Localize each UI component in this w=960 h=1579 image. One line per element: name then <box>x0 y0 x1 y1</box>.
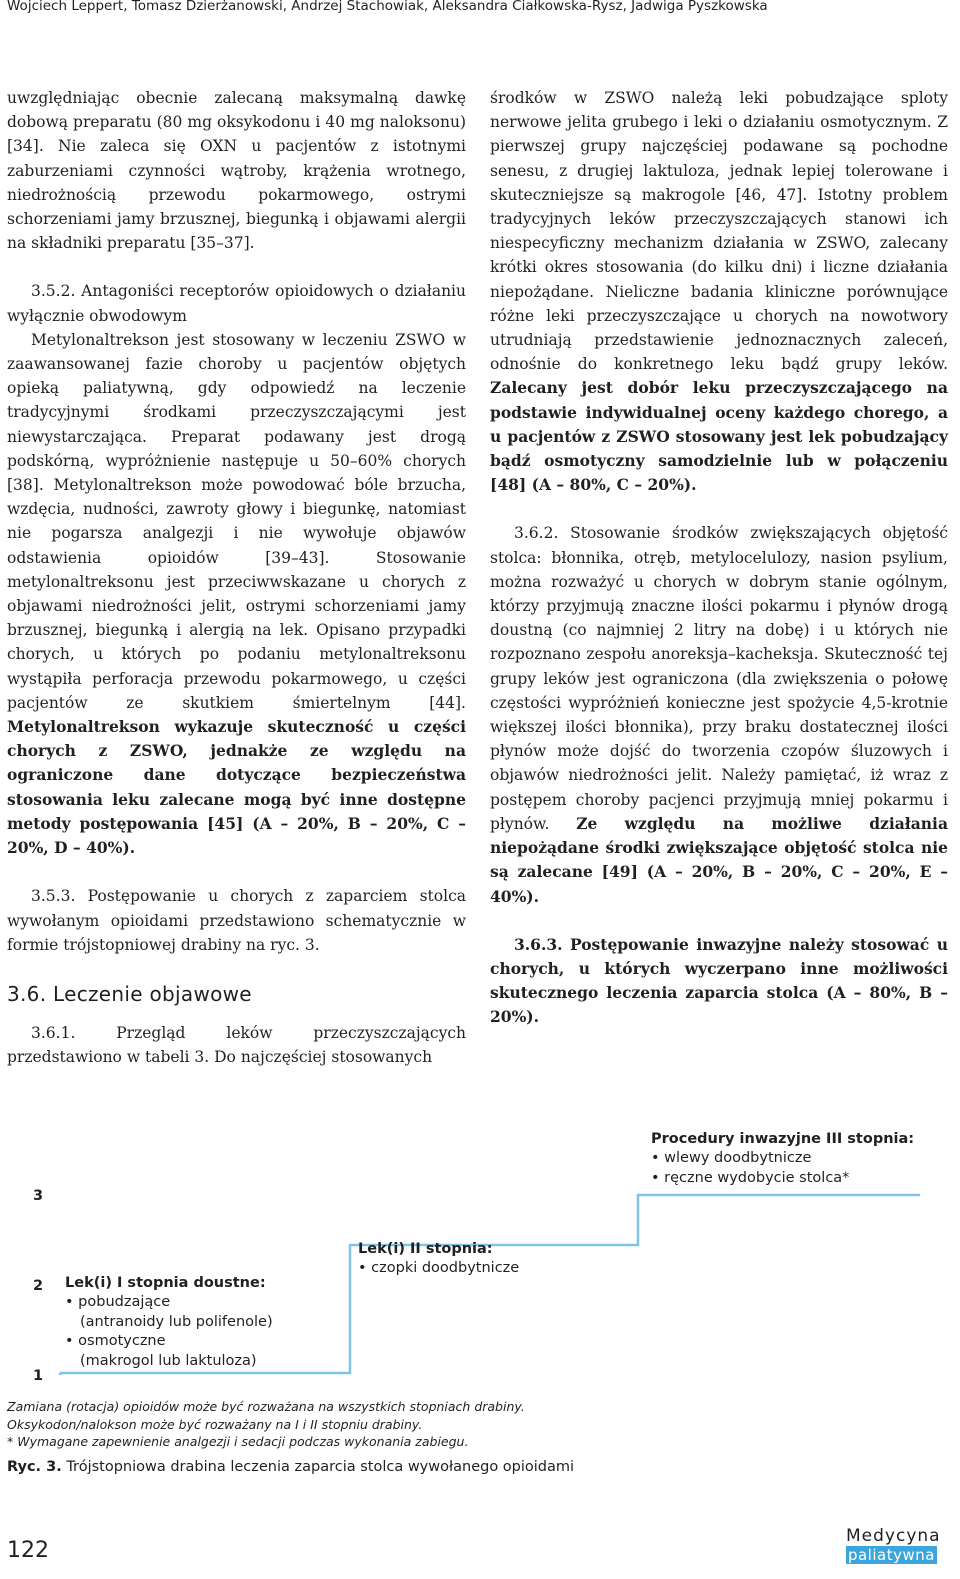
step2-title: Lek(i) II stopnia: <box>358 1241 493 1257</box>
journal-logo <box>846 1527 950 1564</box>
recommendation-bold: Metylonaltrekson wykazuje skuteczność u części chorych z ZSWO, jednakże ze względu na ograniczone dane dotyczące bezpieczeństwa stosowania leku zalecane mogą być inne dostępne metody postępowania [45] (A – 20%, B – 20%, C – 20%, D – 40%). <box>7 717 466 858</box>
paragraph: uwzględniając obecnie zalecaną maksymalną dawkę dobową preparatu (80 mg oksykodonu i 40 mg naloksonu) [34]. Nie zaleca się OXN u pacjentów z istotnymi zaburzeniami czynności wątroby, krążenia wrotnego, niedrożnością przewodu pokarmowego, ostrymi schorzeniami jamy brzusznej, biegunką i objawami alergii na składniki preparatu [35–37]. <box>7 89 466 253</box>
step1-item: (antranoidy lub polifenole) <box>80 1313 273 1330</box>
figure-note: Oksykodon/nalokson może być rozważany na I i II stopniu drabiny. <box>7 1416 423 1432</box>
step1-item: • pobudzające <box>65 1294 171 1311</box>
figure-notes <box>7 1398 947 1451</box>
recommendation-bold: 3.6.3. Postępowanie inwazyjne należy stosować u chorych, u których wyczerpano inne możliwości skutecznego leczenia zaparcia stolca (A – 80%, B – 20%). <box>490 934 948 1027</box>
level-label: 2 <box>33 1278 44 1294</box>
paragraph <box>490 933 948 1030</box>
figure-note: * Wymagane zapewnienie analgezji i sedacji podczas wykonania zabiegu. <box>7 1434 469 1449</box>
step1-title: Lek(i) I stopnia doustne: <box>65 1275 266 1291</box>
step1-item: • osmotyczne <box>65 1333 166 1350</box>
figure-caption <box>7 1459 574 1475</box>
paragraph-text: 3.6.2. Stosowanie środków zwiększających objętość stolca: błonnika, otręb, metylocelulozy, nasion psylium, można rozważyć u chorych w dobrym stanie ogólnym, którzy przyjmują znaczne ilości pokarmu i płynów drogą doustną (co najmniej 2 litry na dobę) i u których nie rozpoznano zespołu anoreksja–kacheksja. Skuteczność tej grupy leków jest ograniczona (dla zwiększenia o połowę częstości wypróżnień konieczne jest spożycie 4,5-krotnie większej ilości błonnika), przy braku dostatecznej ilości płynów może dojść do tworzenia czopów śluzowych i objawów niedrożności jelit. Należy pamiętać, iż wraz z postępem choroby pacjenci przyjmują mniej pokarmu i płynów. <box>490 524 948 833</box>
paragraph <box>490 521 948 908</box>
page-number: 122 <box>7 1538 49 1563</box>
step3-title: Procedury inwazyjne III stopnia: <box>651 1131 915 1147</box>
level-label: 3 <box>33 1188 44 1204</box>
subsection-heading: 3.5.2. Antagoniści receptorów opioidowych o działaniu wyłącznie obwodowym <box>7 282 466 325</box>
step3-box <box>651 1130 914 1188</box>
step2-box <box>358 1240 519 1279</box>
paragraph: 3.6.1. Przegląd leków przeczyszczających przedstawiono w tabeli 3. Do najczęściej stosowanych <box>7 1023 466 1067</box>
level-label: 1 <box>33 1368 44 1384</box>
figure-note: Zamiana (rotacja) opioidów może być rozważana na wszystkich stopniach drabiny. <box>7 1399 525 1414</box>
step2-item: • czopki doodbytnicze <box>358 1260 520 1277</box>
running-header: Wojciech Leppert, Tomasz Dzierżanowski, Andrzej Stachowiak, Aleksandra Ciałkowska-Rysz, Jadwiga Pyszkowska <box>7 0 768 14</box>
recommendation-bold: Zalecany jest dobór leku przeczyszczającego na podstawie indywidualnej oceny każdego chorego, a u pacjentów z ZSWO stosowany jest lek pobudzający bądź osmotyczny samodzielnie lub w połączeniu [48] (A – 80%, C – 20%). <box>490 378 948 495</box>
step3-item: • wlewy doodbytnicze <box>651 1150 812 1167</box>
paragraph-text: środków w ZSWO należą leki pobudzające sploty nerwowe jelita grubego i leki o działaniu osmotycznym. Z pierwszej grupy najczęściej podawane są pochodne senesu, z drugiej laktuloza, jednak lepiej tolerowane i skuteczniejsze są makrogole [46, 47]. Istotny problem tradycyjnych leków przeczyszczających stanowi ich niespecyficzny mechanizm działania w ZSWO, zalecany krótki okres stosowania (do kilku dni) i liczne działania niepożądane. Nieliczne badania kliniczne porównujące różne leki przeczyszczające u chorych na nowotwory utrudniają przedstawienie jednoznacznych zaleceń, odnośnie do konkretnego leku bądź grupy leków. <box>490 89 948 374</box>
paragraph: 3.5.3. Postępowanie u chorych z zaparciem stolca wywołanym opioidami przedstawiono schematycznie w formie trójstopniowej drabiny na ryc. 3. <box>7 887 466 954</box>
paragraph-text: Metylonaltrekson jest stosowany w leczeniu ZSWO w zaawansowanej fazie choroby u pacjentów objętych opieką paliatywną, gdy odpowiedź na leczenie tradycyjnymi środkami przeczyszczającymi jest niewystarczająca. Preparat podawany jest drogą podskórną, wypróżnienie następuje u 50–60% chorych [38]. Metylonaltrekson może powodować bóle brzucha, wzdęcia, nudności, zawroty głowy i biegunkę, natomiast nie pogarsza analgezji i nie wywołuje objawów odstawienia opioidów [39–43]. Stosowanie metylonaltreksonu jest przeciwwskazane u chorych z objawami niedrożności jelit, ostrymi schorzeniami jamy brzusznej, biegunką i alergią na lek. Opisano przypadki chorych, u których po podaniu metylonaltreksonu wystąpiła perforacja przewodu pokarmowego, u części pacjentów ze skutkiem śmiertelnym [44]. <box>7 330 466 712</box>
constipation-ladder-diagram <box>0 1120 960 1420</box>
recommendation-bold: Ze względu na możliwe działania niepożądane środki zwiększające objętość stolca nie są zalecane [49] (A – 20%, B – 20%, C – 20%, E – 40%). <box>490 813 948 906</box>
logo-line2: paliatywna <box>848 1546 935 1564</box>
step1-box <box>65 1274 273 1371</box>
step3-item: • ręczne wydobycie stolca* <box>651 1169 850 1186</box>
caption-text: Trójstopniowa drabina leczenia zaparcia stolca wywołanego opioidami <box>61 1459 575 1475</box>
logo-line1: Medycyna <box>846 1526 941 1546</box>
section-title: 3.6. Leczenie objawowe <box>7 981 252 1006</box>
paragraph <box>7 328 466 860</box>
right-column <box>490 86 948 1030</box>
step1-item: (makrogol lub laktuloza) <box>80 1352 257 1369</box>
caption-label: Ryc. 3. <box>7 1459 62 1475</box>
paragraph <box>490 86 948 497</box>
left-column <box>7 86 466 1069</box>
